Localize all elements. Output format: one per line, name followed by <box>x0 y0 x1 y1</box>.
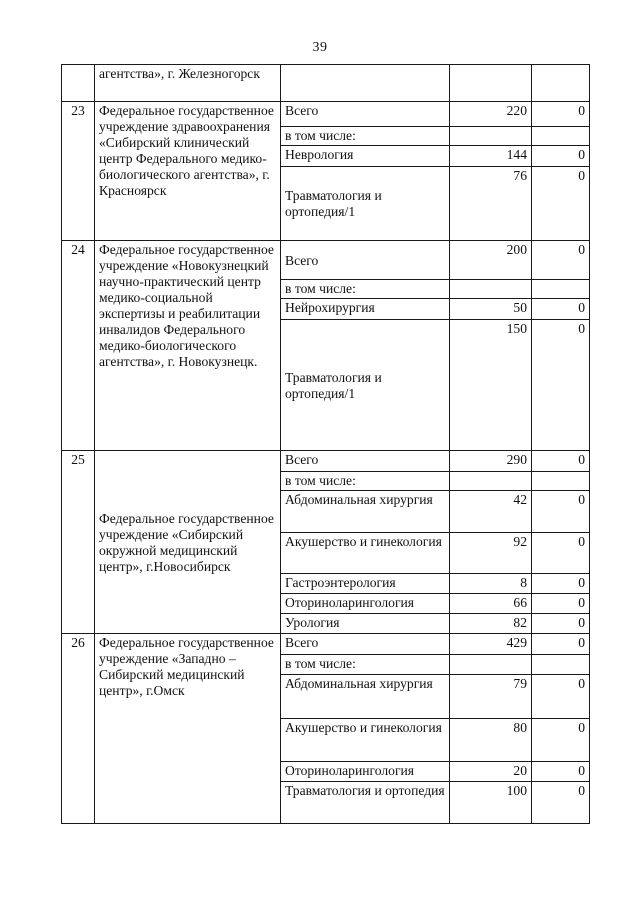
extra-cell: 0 <box>532 675 590 719</box>
value-cell: 42 <box>450 491 532 533</box>
extra-cell: 0 <box>532 719 590 762</box>
value-cell: 429 <box>450 634 532 655</box>
value-cell: 220 <box>450 102 532 127</box>
value-cell <box>450 127 532 146</box>
value-cell: 150 <box>450 320 532 451</box>
extra-cell: 0 <box>532 146 590 167</box>
value-cell: 200 <box>450 241 532 280</box>
extra-cell: 0 <box>532 167 590 241</box>
table-row <box>62 241 590 280</box>
value-cell: 8 <box>450 574 532 594</box>
profile-cell: Неврология <box>281 146 450 167</box>
value-cell: 20 <box>450 762 532 782</box>
extra-cell: 0 <box>532 574 590 594</box>
value-cell: 82 <box>450 614 532 634</box>
profile-cell: Травматология и ортопедия/1 <box>281 167 450 241</box>
extra-cell: 0 <box>532 491 590 533</box>
profile-cell: Травматология и ортопедия <box>281 782 450 824</box>
row-number: 23 <box>62 102 95 241</box>
profile-cell: Абдоминальная хирургия <box>281 675 450 719</box>
extra-cell: 0 <box>532 320 590 451</box>
extra-cell <box>532 472 590 491</box>
profile-cell: Травматология и ортопедия/1 <box>281 320 450 451</box>
profile-cell: Всего <box>281 241 450 280</box>
extra-cell: 0 <box>532 782 590 824</box>
table-row <box>62 102 590 127</box>
profile-cell: Гастроэнтерология <box>281 574 450 594</box>
table-row <box>62 65 590 102</box>
profile-cell: Акушерство и гинекология <box>281 719 450 762</box>
value-cell <box>450 655 532 675</box>
institution-cell: Федеральное государственное учреждение «Сибирский окружной медицинский центр», г.Новосибирск <box>95 451 281 634</box>
value-cell <box>450 65 532 102</box>
profile-cell: Всего <box>281 102 450 127</box>
row-number: 26 <box>62 634 95 824</box>
value-cell: 290 <box>450 451 532 472</box>
profile-cell <box>281 65 450 102</box>
profile-cell: в том числе: <box>281 280 450 299</box>
row-number <box>62 65 95 102</box>
extra-cell <box>532 280 590 299</box>
institution-cell: Федеральное государственное учреждение «Западно – Сибирский медицинский центр», г.Омск <box>95 634 281 824</box>
extra-cell <box>532 655 590 675</box>
value-cell: 144 <box>450 146 532 167</box>
value-cell: 79 <box>450 675 532 719</box>
profile-cell: Акушерство и гинекология <box>281 533 450 574</box>
table-row <box>62 634 590 655</box>
value-cell: 76 <box>450 167 532 241</box>
extra-cell: 0 <box>532 102 590 127</box>
row-number: 25 <box>62 451 95 634</box>
table-row <box>62 451 590 472</box>
profile-cell: Урология <box>281 614 450 634</box>
value-cell: 80 <box>450 719 532 762</box>
extra-cell: 0 <box>532 299 590 320</box>
institution-cell: Федеральное государственное учреждение здравоохранения «Сибирский клинический центр Федерального медико-биологического агентства», г. Красноярск <box>95 102 281 241</box>
extra-cell: 0 <box>532 634 590 655</box>
value-cell <box>450 280 532 299</box>
profile-cell: в том числе: <box>281 472 450 491</box>
profile-cell: Всего <box>281 451 450 472</box>
profile-cell: Оториноларингология <box>281 594 450 614</box>
value-cell <box>450 472 532 491</box>
value-cell: 92 <box>450 533 532 574</box>
value-cell: 66 <box>450 594 532 614</box>
institution-cell: Федеральное государственное учреждение «Новокузнецкий научно-практический центр медико-социальной экспертизы и реабилитации инвалидов Федерального медико-биологического агентства», г. Новокузнецк. <box>95 241 281 451</box>
row-number: 24 <box>62 241 95 451</box>
profile-cell: Оториноларингология <box>281 762 450 782</box>
extra-cell: 0 <box>532 614 590 634</box>
extra-cell <box>532 65 590 102</box>
extra-cell: 0 <box>532 762 590 782</box>
extra-cell: 0 <box>532 594 590 614</box>
value-cell: 100 <box>450 782 532 824</box>
institution-cell: агентства», г. Железногорск <box>95 65 281 102</box>
profile-cell: в том числе: <box>281 655 450 675</box>
extra-cell: 0 <box>532 241 590 280</box>
value-cell: 50 <box>450 299 532 320</box>
extra-cell: 0 <box>532 451 590 472</box>
profile-cell: Абдоминальная хирургия <box>281 491 450 533</box>
profile-cell: Всего <box>281 634 450 655</box>
extra-cell: 0 <box>532 533 590 574</box>
extra-cell <box>532 127 590 146</box>
page-number: 39 <box>312 40 328 55</box>
profile-cell: в том числе: <box>281 127 450 146</box>
profile-cell: Нейрохирургия <box>281 299 450 320</box>
beds-table <box>61 64 590 824</box>
